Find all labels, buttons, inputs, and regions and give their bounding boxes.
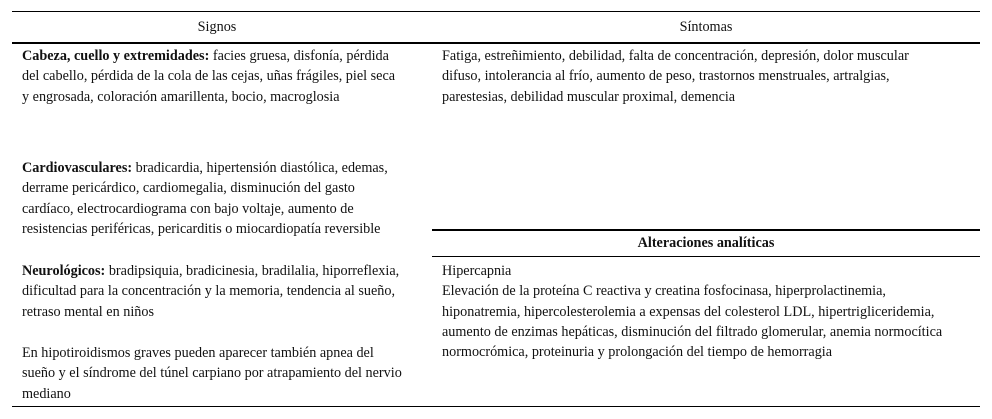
signs-head-text: facies gruesa, disfonía, pérdida del cabello, pérdida de la cola de las cejas, uñas frágiles, piel seca y engrosada, coloración amarillenta, bocio, macroglosia [22,48,396,105]
table-bottom-rule [12,406,980,407]
signs-neuro-label: Neurológicos: [22,263,106,279]
signs-cardio-label: Cardiovasculares: [22,160,133,176]
signs-severe-cell [22,343,407,404]
signs-neuro-text: bradipsiquia, bradicinesia, bradilalia, hiporreflexia, dificultad para la concentración y la memoria, tendencia al sueño, retraso mental en niños [22,263,400,320]
signs-severe-paragraph: En hipotiroidismos graves pueden aparecer también apnea del sueño y el síndrome del túnel carpiano por atrapamiento del nervio mediano [22,345,402,402]
header-bottom-rule [12,42,980,44]
header-symptoms: Síntomas [679,19,733,35]
lab-line-1: Hipercapnia [442,263,512,279]
signs-head-paragraph [22,46,400,107]
symptoms-cell [442,46,942,107]
signs-neuro-cell [22,261,400,322]
header-lab: Alteraciones analíticas [637,235,775,251]
signs-cardio-paragraph [22,158,400,239]
signs-head-label: Cabeza, cuello y extremidades: [22,48,210,64]
signs-head-cell [22,46,400,107]
lab-header-top-rule [432,229,980,231]
lab-line-2: Elevación de la proteína C reactiva y creatina fosfocinasa, hiperprolactinemia, hiponatremia, hipercolesterolemia a expensas del colesterol LDL, hipertrigliceridemia, aumento de enzimas hepáticas, disminución del filtrado glomerular, anemia normocítica normocrómica, proteinuria y prolongación del tiempo de hemorragia [442,283,943,361]
lab-cell [442,261,947,362]
table-top-rule [12,11,980,12]
symptoms-paragraph: Fatiga, estreñimiento, debilidad, falta de concentración, depresión, dolor muscular difuso, intolerancia al frío, aumento de peso, trastornos menstruales, artralgias, parestesias, debilidad muscular proximal, demencia [442,48,909,105]
header-signs: Signos [197,19,237,35]
lab-header-bottom-rule [432,256,980,257]
signs-cardio-text: bradicardia, hipertensión diastólica, edemas, derrame pericárdico, cardiomegalia, disminución del gasto cardíaco, electrocardiograma con bajo voltaje, aumento de resistencias periféricas, pericarditis o miocardiopatía reversible [22,160,388,237]
signs-neuro-paragraph [22,261,400,322]
signs-cardio-cell [22,158,400,239]
